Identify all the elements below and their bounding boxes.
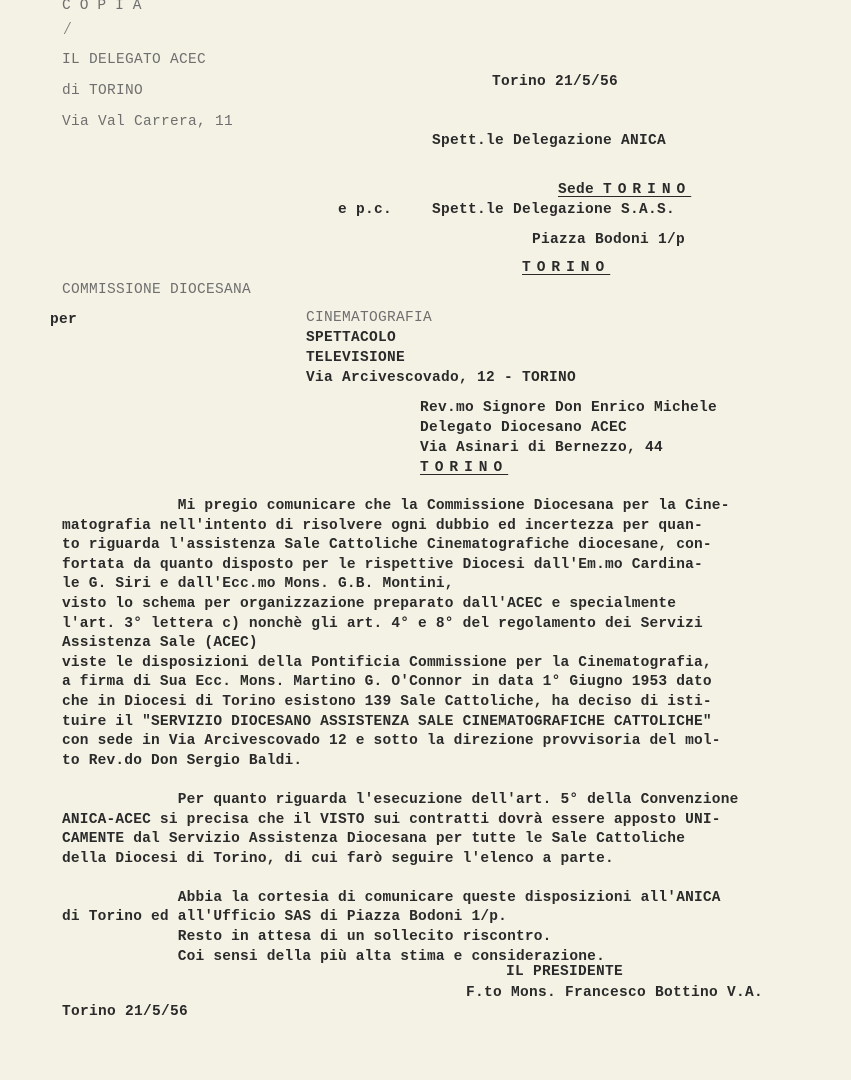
letter-body [62, 497, 822, 967]
body-line: della Diocesi di Torino, di cui farò seguire l'elenco a parte. [62, 850, 614, 867]
body-line: Coi sensi della più alta stima e considerazione. [62, 948, 605, 965]
body-line: to riguarda l'assistenza Sale Cattoliche Cinematografiche diocesane, con- [62, 537, 712, 554]
recipient2-line-1: Rev.mo Signore Don Enrico Michele [420, 400, 718, 416]
pen-mark: ⁄ [62, 20, 73, 40]
body-line: di Torino ed all'Ufficio SAS di Piazza Bodoni 1/p. [62, 909, 508, 926]
body-line: fortata da quanto disposto per le rispettive Diocesi dall'Em.mo Cardina- [62, 556, 703, 573]
commission-title: COMMISSIONE DIOCESANA [62, 282, 252, 298]
cc-label: e p.c. [338, 202, 393, 218]
cc-city: TORINO [522, 260, 611, 276]
commission-address: Via Arcivescovado, 12 - TORINO [306, 370, 577, 386]
commission-line-1: CINEMATOGRAFIA [306, 310, 433, 326]
body-line: con sede in Via Arcivescovado 12 e sotto la direzione provvisoria del mol- [62, 733, 721, 750]
body-line: Mi pregio comunicare che la Commissione Diocesana per la Cine- [62, 498, 730, 514]
body-line: a firma di Sua Ecc. Mons. Martino G. O'Connor in data 1° Giugno 1953 dato [62, 674, 712, 691]
body-line [62, 869, 822, 889]
signature-title: IL PRESIDENTE [506, 964, 624, 980]
commission-per: per [50, 312, 78, 328]
body-line: Resto in attesa di un sollecito riscontro. [62, 929, 552, 946]
recipient2-line-2: Delegato Diocesano ACEC [420, 420, 628, 436]
body-line: CAMENTE dal Servizio Assistenza Diocesana per tutte le Sale Cattoliche [62, 831, 686, 848]
footer-date: Torino 21/5/56 [62, 1004, 189, 1020]
sender-line-3: Via Val Carrera, 11 [62, 114, 234, 130]
cc-name: Spett.le Delegazione S.A.S. [432, 202, 676, 218]
recipient1-name: Spett.le Delegazione ANICA [432, 133, 667, 149]
sender-line-1: IL DELEGATO ACEC [62, 52, 207, 68]
body-line: visto lo schema per organizzazione preparato dall'ACEC e specialmente [62, 595, 677, 612]
body-line [62, 771, 822, 791]
body-line: viste le disposizioni della Pontificia Commissione per la Cinematografia, [62, 654, 712, 671]
signature-name: F.to Mons. Francesco Bottino V.A. [466, 985, 764, 1001]
body-line: to Rev.do Don Sergio Baldi. [62, 752, 303, 769]
recipient2-line-3: Via Asinari di Bernezzo, 44 [420, 440, 664, 456]
recipient2-city: TORINO [420, 460, 509, 476]
body-line: matografia nell'intento di risolvere ogni dubbio ed incertezza per quan- [62, 517, 703, 534]
place-date: Torino 21/5/56 [492, 74, 619, 90]
cc-address: Piazza Bodoni 1/p [532, 232, 686, 248]
body-line: l'art. 3° lettera c) nonchè gli art. 4° e 8° del regolamento dei Servizi [62, 615, 703, 632]
copy-stamp: COPIA [62, 0, 151, 14]
body-line: Abbia la cortesia di comunicare queste disposizioni all'ANICA [62, 889, 721, 906]
recipient1-city-name: TORINO [603, 182, 692, 198]
recipient1-city-prefix: Sede [558, 182, 604, 198]
body-line: tuire il "SERVIZIO DIOCESANO ASSISTENZA SALE CINEMATOGRAFICHE CATTOLICHE" [62, 713, 712, 730]
body-line: Assistenza Sale (ACEC) [62, 635, 258, 652]
body-line: ANICA-ACEC si precisa che il VISTO sui contratti dovrà essere apposto UNI- [62, 811, 721, 828]
body-line: le G. Siri e dall'Ecc.mo Mons. G.B. Montini, [62, 576, 454, 593]
body-line: che in Diocesi di Torino esistono 139 Sale Cattoliche, ha deciso di isti- [62, 693, 712, 710]
body-line: Per quanto riguarda l'esecuzione dell'art. 5° della Convenzione [62, 791, 739, 808]
commission-line-2: SPETTACOLO [306, 330, 397, 346]
sender-line-2: di TORINO [62, 83, 144, 99]
commission-line-3: TELEVISIONE [306, 350, 406, 366]
